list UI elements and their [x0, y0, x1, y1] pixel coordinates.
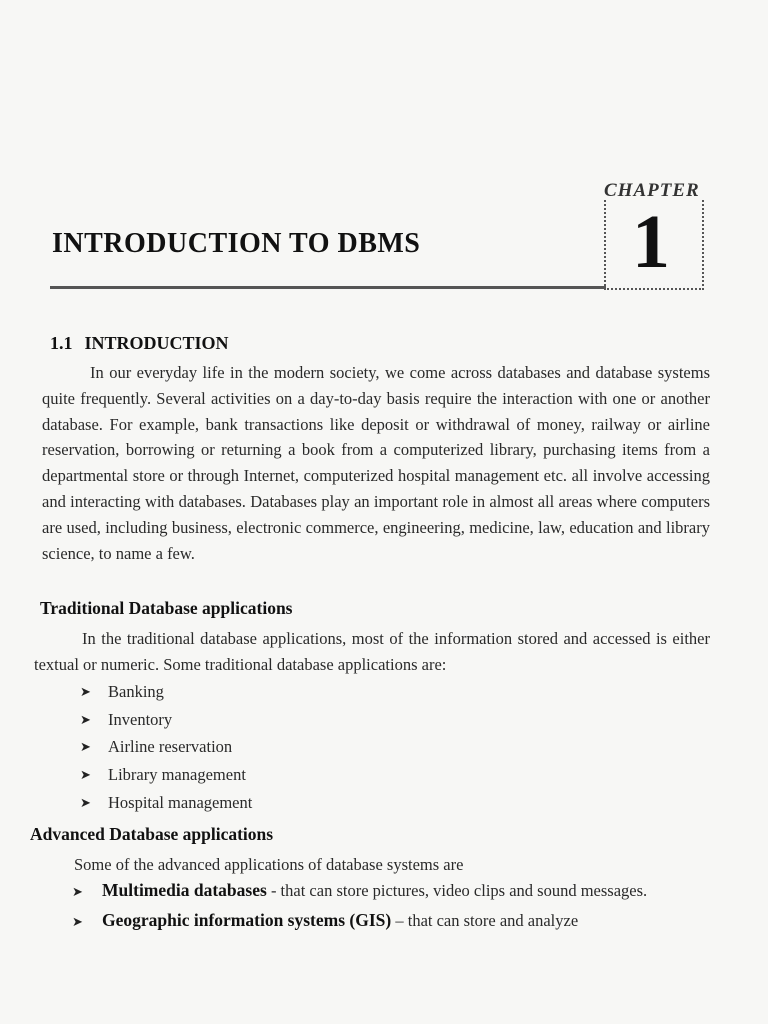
chapter-label: CHAPTER — [604, 180, 700, 201]
list-item-description: - that can store pictures, video clips and sound messages. — [266, 881, 648, 900]
list-item-label: Library management — [108, 765, 246, 785]
list-item-term: Geographic information systems (GIS) — [102, 910, 392, 930]
traditional-heading: Traditional Database applications — [40, 598, 293, 618]
list-item — [80, 706, 252, 734]
list-item-label: Airline reservation — [108, 737, 233, 757]
advanced-list — [72, 876, 716, 936]
list-item — [72, 906, 716, 936]
chapter-title: INTRODUCTION TO DBMS — [52, 228, 421, 259]
arrow-bullet-icon: ➤ — [80, 795, 91, 811]
list-item-label: Banking — [108, 681, 164, 701]
arrow-bullet-icon: ➤ — [80, 739, 91, 755]
list-item-description: – that can store and analyze — [391, 911, 579, 930]
list-item-text — [102, 876, 716, 906]
advanced-paragraph: Some of the advanced applications of database systems are — [74, 855, 464, 874]
arrow-bullet-icon: ➤ — [80, 711, 91, 727]
section-number: 1.1 — [50, 333, 73, 353]
list-item — [80, 734, 252, 762]
list-item-text — [102, 906, 716, 936]
list-item-term: Multimedia databases — [102, 880, 267, 900]
arrow-bullet-icon: ➤ — [80, 767, 91, 783]
list-item — [80, 678, 252, 706]
title-rule — [50, 286, 606, 289]
traditional-list — [80, 678, 252, 817]
intro-paragraph: In our everyday life in the modern society, we come across databases and database systems quite frequently. Several activities on a day-to-day basis require the interaction with one or another database. For example, bank transactions like deposit or withdrawal of money, railway or airline reservation, borrowing or returning a book from a computerized library, purchasing items from a departmental store or through Internet, computerized hospital management etc. all involve accessing and interacting with databases. Databases play an important role in almost all areas where computers are used, including business, electronic commerce, engineering, medicine, law, education and library science, to name a few. — [42, 363, 710, 563]
advanced-heading: Advanced Database applications — [30, 824, 274, 844]
arrow-bullet-icon: ➤ — [72, 914, 83, 929]
section-title: INTRODUCTION — [84, 333, 229, 353]
arrow-bullet-icon: ➤ — [80, 683, 91, 699]
chapter-number: 1 — [632, 200, 670, 284]
list-item-label: Inventory — [108, 709, 173, 729]
list-item-label: Hospital management — [108, 793, 253, 813]
list-item — [72, 876, 716, 906]
list-item — [80, 789, 252, 817]
list-item — [80, 761, 252, 789]
traditional-paragraph: In the traditional database applications, most of the information stored and accessed is either textual or numeric. Some traditional database applications are: — [34, 629, 710, 674]
section-heading — [50, 333, 229, 354]
arrow-bullet-icon: ➤ — [72, 884, 83, 899]
